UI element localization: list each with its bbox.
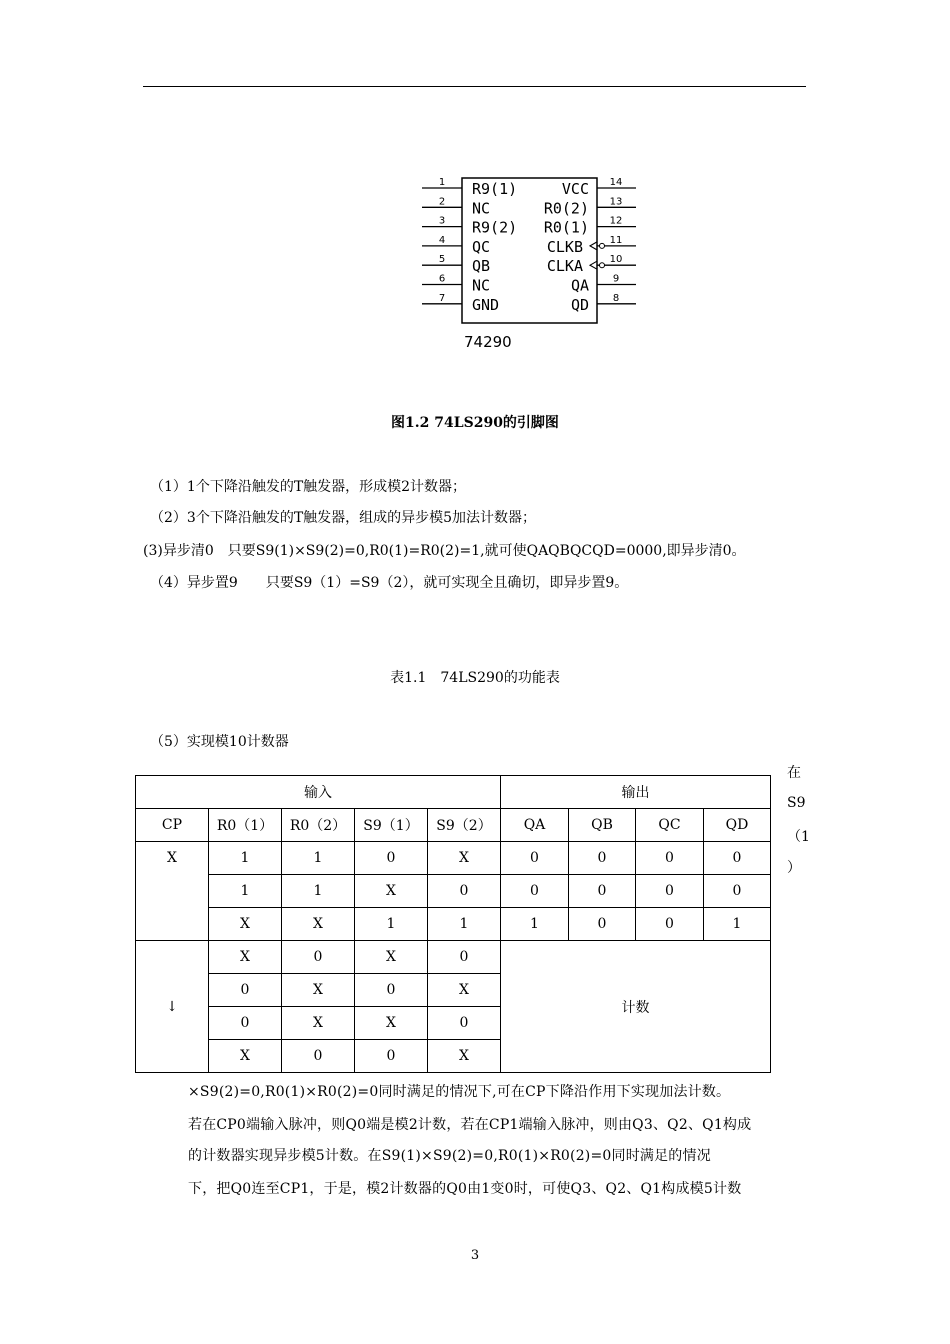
clock-edge-symbol [590,242,597,250]
table-cell: 0 [569,875,636,908]
table-cell: 1 [209,842,282,875]
table-cell: X [355,875,428,908]
body-line: ×S9(2)=0,R0(1)×R0(2)=0同时满足的情况下,可在CP下降沿作用下实现加法计数。 [188,1084,731,1100]
cp-cell: ↓ [136,941,209,1073]
body-line: 若在CP0端输入脉冲，则Q0端是模2计数，若在CP1端输入脉冲，则由Q3、Q2、Q1构成 [188,1117,752,1133]
col-header: R0（1） [209,809,282,842]
pin-label: R0(2) [543,199,589,218]
table-header-row [136,809,771,842]
pin-label: VCC [561,180,589,198]
ic-pinout-diagram [418,170,640,360]
table-cell: 1 [704,908,771,941]
table-row [136,875,771,908]
table-cell: X [209,1040,282,1073]
table-cell: 0 [501,842,569,875]
table-cell: 0 [209,974,282,1007]
table-row [136,842,771,875]
table-cell: 0 [428,941,501,974]
pin-label: CLKB [546,237,583,256]
pin-label: R9(2) [472,218,518,237]
pin-number: 3 [438,215,446,227]
paragraph-4: （4）异步置9 只要S9（1）=S9（2），就可实现全且确切，即异步置9。 [150,575,629,591]
table-cell: 1 [282,842,355,875]
group-input-header: 输入 [136,776,501,809]
body-line: 下，把Q0连至CP1，于是，模2计数器的Q0由1变0时，可使Q3、Q2、Q1构成模5计数 [188,1181,742,1197]
pin-number: 9 [612,273,620,285]
table-cell: 0 [704,842,771,875]
pin-label: QD [570,295,589,314]
table-cell: 1 [209,875,282,908]
table-cell: 0 [428,875,501,908]
pin-number: 6 [438,273,446,285]
table-cell: 0 [501,875,569,908]
pin-label: QB [472,257,491,276]
paragraph-1: （1）1个下降沿触发的T触发器，形成模2计数器； [150,479,467,495]
table-cell: 0 [569,908,636,941]
table-cell: 0 [209,1007,282,1040]
paragraph-2: （2）3个下降沿触发的T触发器，组成的异步模5加法计数器； [150,510,537,526]
table-cell: X [428,1040,501,1073]
pin-number: 14 [609,177,623,188]
table-cell: 0 [428,1007,501,1040]
table-cell: X [209,908,282,941]
pin-number: 4 [438,234,446,246]
pin-label: GND [472,295,500,314]
table-cell: 0 [282,1040,355,1073]
paragraph-3: (3)异步清0 只要S9(1)×S9(2)=0,R0(1)=R0(2)=1,就可使QAQBQCQD=0000,即异步清0。 [143,543,746,559]
cp-cell: X [136,842,209,941]
table-cell: X [355,1007,428,1040]
page-number: 3 [470,1248,480,1263]
pin-label: NC [472,276,491,295]
side-text: （1 [787,829,810,845]
figure-caption: 图1.2 74LS290的引脚图 [391,415,559,431]
table-caption: 表1.1 74LS290的功能表 [390,670,560,686]
pin-number: 7 [438,292,446,304]
inversion-bubble [600,243,605,248]
pin-number: 12 [609,215,623,227]
table-cell: 0 [704,875,771,908]
table-group-header-row [136,776,771,809]
function-table [135,775,771,1073]
count-cell: 计数 [501,941,771,1073]
pin-label: CLKA [546,257,583,276]
col-header: S9（1） [355,809,428,842]
group-output-header: 输出 [501,776,771,809]
body-line: 的计数器实现异步模5计数。在S9(1)×S9(2)=0,R0(1)×R0(2)=0同时满足的情况 [188,1148,711,1164]
table-cell: X [428,974,501,1007]
pin-label: R9(1) [472,180,518,198]
col-header: QB [569,809,636,842]
side-text: S9 [787,795,806,811]
table-cell: X [282,1007,355,1040]
table-cell: X [282,974,355,1007]
col-header: QC [636,809,704,842]
chip-name: 74290 [464,333,512,351]
paragraph-5: （5）实现模10计数器 [150,734,289,750]
table-cell: 0 [569,842,636,875]
pin-label: QC [472,237,491,256]
table-cell: X [428,842,501,875]
table-cell: 0 [355,1040,428,1073]
table-cell: X [355,941,428,974]
table-cell: 0 [282,941,355,974]
side-text: 在 [787,765,801,781]
table-cell: X [282,908,355,941]
table-row [136,941,771,974]
pin-number: 5 [438,254,446,266]
col-header: CP [136,809,209,842]
pin-number: 10 [609,254,623,266]
pin-label: QA [570,276,589,295]
table-cell: 0 [636,875,704,908]
pin-number: 13 [609,196,623,208]
table-cell: X [209,941,282,974]
table-cell: 1 [355,908,428,941]
col-header: S9（2） [428,809,501,842]
side-text: ） [787,860,801,876]
header-rule [143,86,806,87]
pin-number: 11 [609,234,623,246]
table-cell: 0 [355,974,428,1007]
pin-label: NC [472,199,491,218]
col-header: QD [704,809,771,842]
pin-number: 8 [612,292,620,304]
table-cell: 0 [636,842,704,875]
col-header: R0（2） [282,809,355,842]
table-cell: 1 [501,908,569,941]
col-header: QA [501,809,569,842]
table-cell: 1 [428,908,501,941]
pin-number: 2 [438,196,446,208]
clock-edge-symbol [590,261,597,269]
pin-label: R0(1) [543,218,589,237]
pin-number: 1 [438,177,446,188]
inversion-bubble [600,263,605,268]
table-cell: 0 [355,842,428,875]
table-row [136,908,771,941]
table-cell: 0 [636,908,704,941]
table-cell: 1 [282,875,355,908]
